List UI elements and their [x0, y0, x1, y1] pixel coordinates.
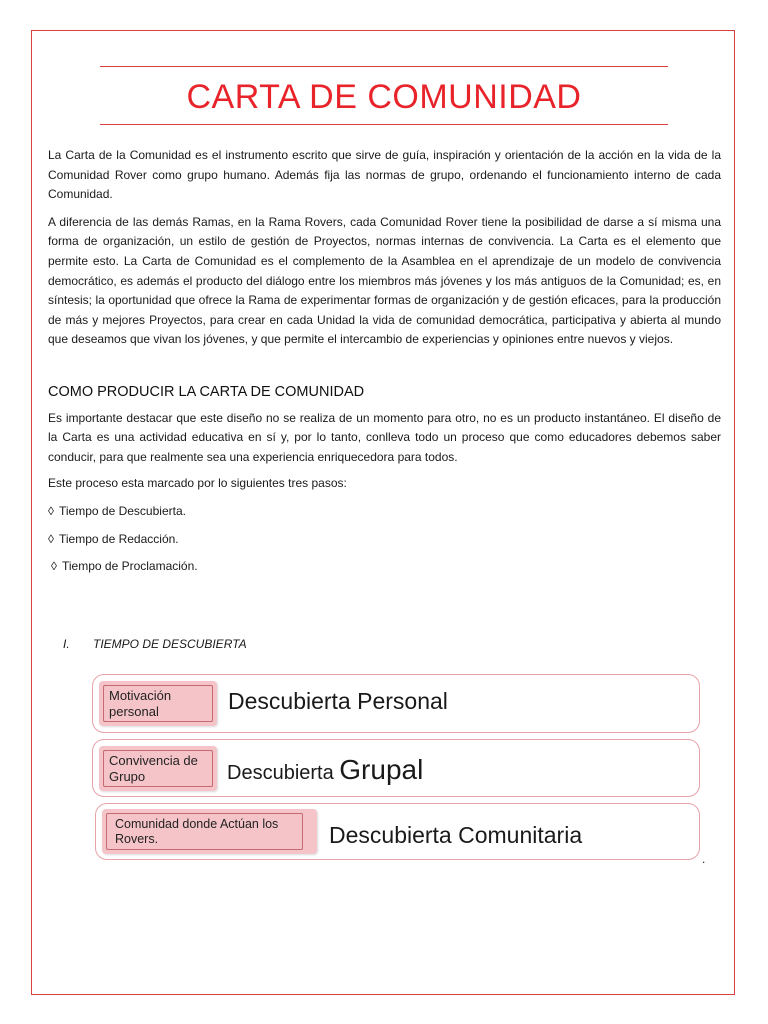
diagram-label-part: Grupal [339, 754, 424, 785]
diagram-tag-text: Comunidad donde Actúan los Rovers. [106, 813, 303, 850]
title-rule-bottom [100, 124, 668, 125]
step-text: Tiempo de Proclamación. [62, 559, 198, 574]
trailing-mark: . [702, 852, 706, 866]
step-item [48, 502, 721, 522]
subsection-title: TIEMPO DE DESCUBIERTA [93, 637, 247, 651]
section-paragraph: Es importante destacar que este diseño no se realiza de un momento para otro, no es un producto instantáneo. El diseño de la Carta es una actividad educativa en sí y, por lo tanto, conlleva todo un proceso que como educadores debemos saber conducir, para que realmente sea una experiencia enriquecedora para todos. [48, 410, 721, 464]
intro-paragraph-2: A diferencia de las demás Ramas, en la Rama Rovers, cada Comunidad Rover tiene la posibilidad de darse a sí misma una forma de organización, un estilo de gestión de Proyectos, normas internas de convivencia. La Carta es el elemento que permite esto. La Carta de Comunidad es el complemento de la Asamblea en el aprendizaje de un modelo de convivencia democrático, es además el producto del diálogo entre los miembros más jóvenes y los más antiguos de la Comunidad; es, en síntesis; la oportunidad que ofrece la Rama de experimentar formas de organización y de gestión eficaces, para la producción de más y mejores Proyectos, para crear en cada Unidad la vida de comunidad democrática, participativa y abierta al mundo que deseamos que vivan los jóvenes, y que permite el intercambio de experiencias y opiniones entre nuevos y viejos. [48, 214, 721, 347]
diagram-label: Descubierta Comunitaria [329, 822, 583, 848]
diagram-row-comunitaria [95, 803, 700, 860]
diagram-label [227, 754, 423, 786]
step-text: Tiempo de Redacción. [59, 531, 179, 546]
subsection-heading [63, 637, 247, 651]
diamond-bullet-icon: ◊ [48, 503, 54, 518]
steps-intro: Este proceso esta marcado por lo siguientes tres pasos: [48, 476, 347, 491]
diagram-label: Descubierta Personal [228, 688, 448, 714]
step-item [48, 530, 721, 550]
diamond-bullet-icon: ◊ [48, 531, 54, 546]
diagram-label-part: Descubierta [227, 762, 340, 784]
title-rule-top [100, 66, 668, 67]
diagram-tag [99, 746, 217, 791]
diagram-tag [102, 809, 317, 854]
diagram-tag-text: Convivencia de Grupo [103, 750, 213, 787]
intro-paragraph-1: La Carta de la Comunidad es el instrumento escrito que sirve de guía, inspiración y orientación de la acción en la vida de la Comunidad Rover como grupo humano. Además fija las normas de grupo, ordenando el funcionamiento interno de cada Comunidad. [48, 148, 721, 202]
step-item [48, 557, 721, 577]
diagram-tag-text: Motivación personal [103, 685, 213, 722]
page-title: CARTA DE COMUNIDAD [186, 78, 582, 116]
diagram-row-grupal [92, 739, 700, 797]
section-heading: COMO PRODUCIR LA CARTA DE COMUNIDAD [48, 383, 365, 400]
diagram-tag [99, 681, 217, 726]
step-text: Tiempo de Descubierta. [59, 503, 186, 518]
subsection-number: I. [63, 637, 70, 651]
document-body [48, 146, 721, 585]
diamond-bullet-icon: ◊ [51, 559, 57, 574]
diagram-row-personal [92, 674, 700, 733]
